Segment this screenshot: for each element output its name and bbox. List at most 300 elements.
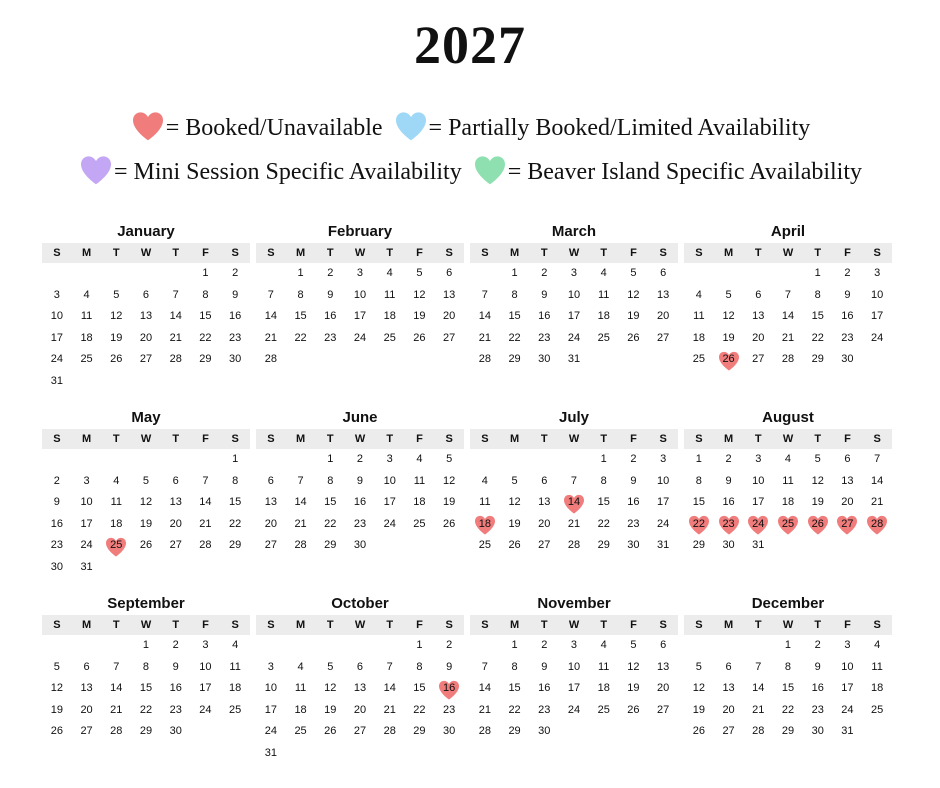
weekday-label: T (386, 247, 394, 259)
day-cell (42, 700, 72, 722)
day-number: 14 (383, 682, 396, 694)
empty-day-cell (256, 263, 286, 285)
day-cell (101, 514, 131, 536)
weekday-label: T (326, 433, 334, 445)
weekday-label: S (873, 247, 881, 259)
day-cell (375, 471, 405, 493)
day-cell (42, 285, 72, 307)
day-number: 3 (844, 639, 851, 651)
day-cell (72, 557, 102, 579)
day-number: 12 (627, 288, 640, 301)
day-number: 22 (199, 331, 212, 344)
day-cell (405, 721, 435, 743)
empty-day-cell (72, 449, 102, 471)
day-cell (773, 471, 803, 493)
weekday-label: T (386, 433, 394, 445)
weekday-label: W (782, 433, 794, 445)
day-cell (375, 492, 405, 514)
day-cell (500, 328, 530, 350)
day-number: 4 (113, 474, 120, 487)
day-cell (559, 263, 589, 285)
day-cell (648, 306, 678, 328)
day-number: 16 (722, 496, 735, 508)
day-cell (589, 263, 619, 285)
empty-day-cell (101, 263, 131, 285)
day-number: 3 (570, 639, 578, 651)
day-number: 28 (567, 539, 581, 551)
day-cell (589, 471, 619, 493)
day-cell-booked (803, 514, 833, 536)
day-cell (714, 285, 744, 307)
day-number: 10 (567, 288, 581, 301)
empty-day-cell (529, 449, 559, 471)
day-cell-booked (862, 514, 892, 536)
day-cell (131, 492, 161, 514)
day-number: 16 (324, 310, 337, 322)
day-cell (862, 285, 892, 307)
day-cell (803, 328, 833, 350)
day-number: 16 (841, 310, 854, 322)
day-number: 6 (172, 474, 179, 487)
day-cell (743, 700, 773, 722)
day-cell (315, 449, 345, 471)
weekday-label: M (295, 619, 306, 631)
weekday-label: T (172, 619, 180, 631)
day-cell (161, 535, 191, 557)
day-number: 15 (597, 496, 610, 508)
day-cell (589, 306, 619, 328)
day-cell (559, 471, 589, 493)
day-number: 17 (50, 331, 63, 344)
day-cell (191, 492, 221, 514)
day-cell (803, 678, 833, 700)
weekday-label: S (659, 619, 667, 631)
day-number: 12 (811, 474, 824, 487)
day-number: 2 (446, 639, 453, 651)
weekday-label: T (386, 619, 394, 631)
day-cell (191, 635, 221, 657)
day-number: 11 (80, 310, 93, 322)
day-cell (470, 285, 500, 307)
day-number: 16 (50, 517, 63, 530)
day-number: 4 (416, 453, 423, 465)
day-cell (743, 535, 773, 557)
weekday-label: F (202, 433, 209, 445)
day-number: 22 (811, 331, 824, 344)
day-cell (862, 700, 892, 722)
weekday-label: T (112, 247, 120, 259)
day-cell (161, 471, 191, 493)
day-number: 20 (169, 517, 182, 530)
day-number: 20 (139, 331, 153, 344)
day-number: 2 (541, 639, 548, 651)
day-cell (684, 700, 714, 722)
day-number: 10 (657, 474, 670, 487)
calendar-year-title: 2027 (414, 15, 526, 75)
day-cell (345, 285, 375, 307)
weekday-label: W (782, 247, 794, 259)
day-number: 25 (80, 353, 93, 365)
day-number: 10 (353, 288, 367, 301)
day-cell (619, 678, 649, 700)
day-cell (833, 657, 863, 679)
day-cell-booked (743, 514, 773, 536)
day-number: 5 (695, 660, 702, 673)
heart-blue-icon (393, 111, 429, 141)
day-cell (684, 492, 714, 514)
day-cell (191, 700, 221, 722)
day-cell (773, 657, 803, 679)
legend-label-beaver-island: = Beaver Island Specific Availability (507, 159, 863, 185)
weekday-header (470, 615, 678, 635)
day-cell (256, 721, 286, 743)
day-number: 19 (722, 331, 735, 344)
day-number: 1 (416, 639, 423, 651)
day-number: 30 (229, 353, 242, 365)
day-cell (833, 471, 863, 493)
day-cell (161, 657, 191, 679)
day-number: 27 (353, 725, 367, 737)
day-cell (470, 306, 500, 328)
weekday-label: W (568, 433, 580, 445)
day-cell (648, 678, 678, 700)
empty-day-cell (72, 263, 102, 285)
day-cell (803, 700, 833, 722)
month-june (256, 407, 464, 557)
empty-day-cell (470, 449, 500, 471)
day-number: 17 (199, 682, 212, 694)
day-number: 19 (50, 703, 63, 716)
day-cell (529, 700, 559, 722)
day-number: 12 (508, 496, 521, 508)
day-cell (315, 285, 345, 307)
day-number: 3 (660, 453, 667, 465)
month-title: March (551, 223, 597, 240)
day-cell (470, 700, 500, 722)
day-cell (286, 306, 316, 328)
day-number: 9 (541, 288, 548, 301)
day-number: 28 (478, 725, 491, 737)
day-cell (375, 678, 405, 700)
day-number: 13 (264, 496, 277, 508)
weekday-label: S (659, 247, 667, 259)
weekday-label: F (844, 247, 851, 259)
day-number: 31 (80, 560, 93, 573)
day-number: 10 (264, 682, 277, 694)
day-number: 28 (752, 725, 765, 737)
weekday-label: T (112, 433, 120, 445)
day-number: 9 (172, 660, 179, 673)
day-cell (529, 514, 559, 536)
day-cell (714, 471, 744, 493)
day-number: 26 (811, 517, 824, 530)
day-cell (161, 306, 191, 328)
day-number: 16 (811, 682, 824, 694)
day-number: 29 (692, 539, 705, 551)
day-number: 19 (443, 496, 456, 508)
day-cell (286, 263, 316, 285)
day-cell (743, 285, 773, 307)
day-number: 12 (324, 682, 337, 694)
month-title: December (751, 595, 825, 612)
day-number: 8 (600, 474, 607, 487)
day-cell (42, 557, 72, 579)
day-number: 7 (481, 288, 488, 301)
day-cell (256, 285, 286, 307)
day-number: 8 (142, 660, 150, 673)
day-cell (833, 492, 863, 514)
day-cell (131, 535, 161, 557)
day-cell (220, 492, 250, 514)
day-number: 23 (722, 517, 735, 530)
empty-day-cell (470, 263, 500, 285)
weekday-label: F (416, 619, 423, 631)
day-number: 6 (660, 639, 667, 651)
day-cell (191, 263, 221, 285)
day-cell (833, 306, 863, 328)
day-number: 15 (294, 310, 307, 322)
day-cell (72, 514, 102, 536)
day-cell (405, 700, 435, 722)
day-number: 28 (383, 725, 396, 737)
day-cell (315, 328, 345, 350)
weekday-label: T (540, 433, 548, 445)
day-number: 11 (597, 288, 610, 301)
day-cell (101, 328, 131, 350)
day-cell (470, 657, 500, 679)
day-cell (500, 263, 530, 285)
day-cell (833, 263, 863, 285)
day-cell (529, 635, 559, 657)
day-number: 13 (139, 310, 153, 322)
day-number: 16 (353, 496, 367, 508)
day-cell (862, 263, 892, 285)
day-number: 2 (814, 639, 821, 651)
day-cell (619, 514, 649, 536)
day-number: 26 (627, 331, 640, 344)
day-number: 11 (479, 496, 491, 508)
day-number: 9 (232, 288, 239, 301)
empty-day-cell (286, 635, 316, 657)
day-number: 30 (443, 725, 456, 737)
day-number: 6 (356, 660, 364, 673)
day-cell (345, 328, 375, 350)
day-cell-booked (470, 514, 500, 536)
day-cell (434, 635, 464, 657)
weekday-label: T (600, 619, 608, 631)
day-cell (375, 700, 405, 722)
day-number: 22 (229, 517, 242, 530)
day-cell (684, 721, 714, 743)
day-number: 20 (80, 703, 93, 716)
day-cell (315, 700, 345, 722)
empty-day-cell (559, 449, 589, 471)
day-number: 1 (232, 453, 239, 465)
day-cell (684, 349, 714, 371)
day-cell (773, 635, 803, 657)
day-number: 11 (693, 310, 705, 322)
day-cell-booked (434, 678, 464, 700)
day-cell (72, 535, 102, 557)
day-number: 6 (755, 288, 762, 301)
month-title: May (131, 409, 161, 426)
day-number: 2 (172, 639, 179, 651)
day-cell (42, 306, 72, 328)
day-number: 19 (139, 517, 153, 530)
day-number: 21 (264, 331, 277, 344)
day-number: 22 (139, 703, 153, 716)
day-cell (191, 349, 221, 371)
day-cell (256, 514, 286, 536)
day-number: 24 (657, 517, 670, 530)
day-cell (500, 349, 530, 371)
day-number: 12 (413, 288, 426, 301)
weekday-label: T (600, 433, 608, 445)
day-cell (220, 471, 250, 493)
day-number: 5 (725, 288, 732, 301)
weekday-label: S (231, 247, 239, 259)
empty-day-cell (315, 635, 345, 657)
day-cell (345, 514, 375, 536)
day-cell (803, 349, 833, 371)
days-grid (256, 635, 464, 764)
legend-row-2 (0, 155, 940, 187)
day-number: 17 (567, 310, 581, 322)
day-cell (191, 514, 221, 536)
weekday-label: M (509, 433, 520, 445)
day-number: 26 (443, 517, 456, 530)
day-cell (500, 514, 530, 536)
weekday-label: S (231, 433, 239, 445)
day-number: 25 (294, 725, 307, 737)
day-cell (72, 471, 102, 493)
day-number: 7 (755, 660, 762, 673)
day-cell (714, 700, 744, 722)
day-cell (500, 721, 530, 743)
day-cell (589, 328, 619, 350)
day-number: 2 (844, 267, 851, 279)
day-number: 8 (327, 474, 334, 487)
day-cell (773, 721, 803, 743)
day-number: 18 (781, 496, 795, 508)
day-cell (315, 514, 345, 536)
day-number: 5 (416, 267, 423, 279)
day-number: 8 (695, 474, 702, 487)
day-number: 6 (267, 474, 274, 487)
day-number: 17 (657, 496, 670, 508)
day-number: 4 (386, 267, 393, 279)
day-cell (375, 657, 405, 679)
day-number: 18 (294, 703, 307, 716)
day-number: 15 (811, 310, 824, 322)
day-cell (256, 743, 286, 765)
empty-day-cell (345, 635, 375, 657)
day-cell (773, 678, 803, 700)
day-number: 23 (627, 517, 640, 530)
day-number: 25 (413, 517, 426, 530)
day-number: 8 (202, 288, 209, 301)
weekday-label: S (53, 247, 61, 259)
weekday-label: W (140, 433, 152, 445)
day-cell (191, 471, 221, 493)
weekday-label: S (481, 247, 489, 259)
day-number: 26 (692, 725, 705, 737)
day-number: 30 (627, 539, 640, 551)
day-number: 12 (627, 660, 640, 673)
day-cell (743, 492, 773, 514)
day-number: 11 (110, 496, 122, 508)
day-number: 14 (199, 496, 212, 508)
day-number: 11 (782, 474, 794, 487)
day-number: 3 (386, 453, 393, 465)
day-number: 25 (383, 331, 396, 344)
day-number: 21 (169, 331, 182, 344)
day-number: 14 (871, 474, 884, 487)
day-number: 17 (567, 682, 581, 694)
day-number: 13 (722, 682, 735, 694)
day-number: 24 (752, 517, 765, 530)
day-number: 23 (353, 517, 367, 530)
day-number: 21 (383, 703, 396, 716)
day-cell (345, 700, 375, 722)
day-cell (589, 635, 619, 657)
day-cell (101, 349, 131, 371)
month-title: October (331, 595, 389, 612)
day-number: 1 (327, 453, 334, 465)
day-number: 22 (413, 703, 426, 716)
day-number: 26 (110, 353, 123, 365)
weekday-label: M (509, 247, 520, 259)
day-cell (286, 471, 316, 493)
day-cell (375, 721, 405, 743)
day-cell (220, 678, 250, 700)
day-cell (434, 285, 464, 307)
day-cell (315, 471, 345, 493)
day-number: 9 (53, 496, 60, 508)
day-cell (648, 471, 678, 493)
day-number: 14 (264, 310, 277, 322)
weekday-label: T (814, 247, 822, 259)
day-number: 7 (113, 660, 120, 673)
day-cell (72, 285, 102, 307)
empty-day-cell (500, 449, 530, 471)
day-number: 14 (567, 496, 581, 508)
day-cell (773, 285, 803, 307)
day-cell (559, 349, 589, 371)
day-number: 19 (627, 310, 640, 322)
day-cell (714, 306, 744, 328)
day-number: 5 (53, 660, 60, 673)
day-cell (161, 492, 191, 514)
day-number: 13 (657, 660, 670, 673)
day-cell (315, 306, 345, 328)
day-cell (42, 328, 72, 350)
day-number: 9 (356, 474, 364, 487)
day-number: 12 (110, 310, 123, 322)
empty-day-cell (743, 635, 773, 657)
day-number: 28 (871, 517, 884, 530)
weekday-label: W (782, 619, 794, 631)
day-cell (714, 721, 744, 743)
day-cell (434, 328, 464, 350)
day-cell (559, 328, 589, 350)
day-cell (191, 657, 221, 679)
day-number: 26 (50, 725, 63, 737)
day-cell (862, 678, 892, 700)
day-cell (529, 306, 559, 328)
weekday-label: T (600, 247, 608, 259)
day-cell (862, 635, 892, 657)
